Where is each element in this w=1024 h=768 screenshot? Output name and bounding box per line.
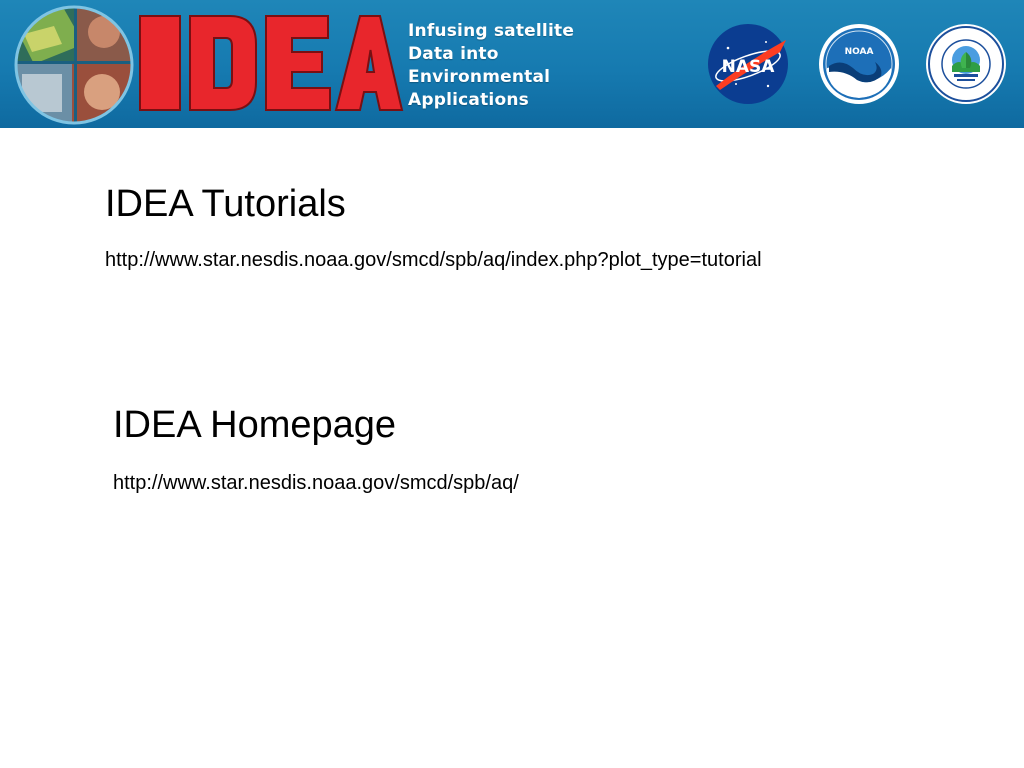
- tutorials-link[interactable]: http://www.star.nesdis.noaa.gov/smcd/spb/aq/index.php?plot_type=tutorial: [105, 249, 762, 271]
- svg-text:EPA: EPA: [924, 22, 926, 23]
- homepage-heading: IDEA Homepage: [113, 404, 397, 446]
- tutorials-heading: IDEA Tutorials: [105, 183, 346, 225]
- svg-text:NOAA: NOAA: [844, 47, 874, 57]
- satellite-photo-collage-image: [14, 4, 134, 126]
- tagline-line: Infusing satellite: [408, 21, 575, 41]
- tagline-line: Applications: [408, 90, 529, 110]
- homepage-link[interactable]: http://www.star.nesdis.noaa.gov/smcd/spb/aq/: [113, 472, 519, 494]
- svg-text:IDEA: IDEA: [134, 10, 137, 11]
- header-banner: [0, 0, 1024, 128]
- noaa-logo: [817, 22, 901, 106]
- idea-logo: [134, 10, 404, 116]
- tagline-line: Environmental: [408, 67, 551, 87]
- tagline-line: Data into: [408, 44, 499, 64]
- svg-text:NASA: NASA: [721, 57, 775, 77]
- tagline: [408, 20, 574, 112]
- nasa-meatball-logo: [706, 22, 790, 106]
- epa-seal-logo: [924, 22, 1008, 106]
